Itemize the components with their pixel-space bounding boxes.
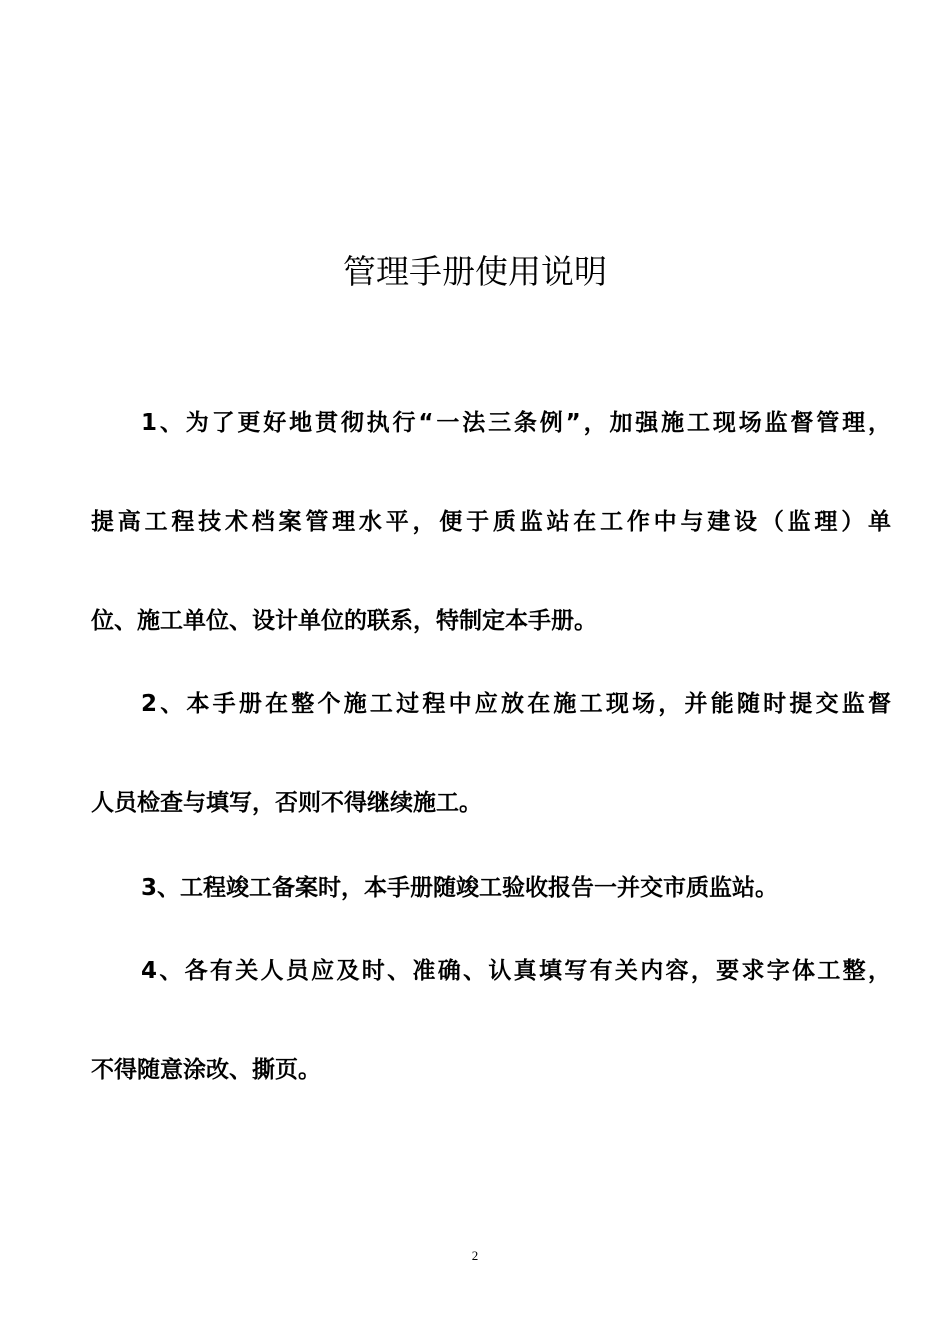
paragraph-1-line-1: 1、为了更好地贯彻执行“一法三条例”，加强施工现场监督管理， [141,410,891,436]
paragraph-4-line-1: 4、各有关人员应及时、准确、认真填写有关内容，要求字体工整， [141,958,891,984]
paragraph-2-line-1: 2、本手册在整个施工过程中应放在施工现场，并能随时提交监督 [141,691,891,717]
paragraph-2-line-2: 人员检查与填写，否则不得继续施工。 [91,790,482,816]
paragraph-4-line-2: 不得随意涂改、撕页。 [91,1057,321,1083]
paragraph-1-line-2: 提高工程技术档案管理水平，便于质监站在工作中与建设（监理）单 [91,509,891,535]
page-title: 管理手册使用说明 [343,252,607,291]
paragraph-1-line-3: 位、施工单位、设计单位的联系，特制定本手册。 [91,608,597,634]
page-number: 2 [471,1248,479,1263]
paragraph-3-line-1: 3、工程竣工备案时，本手册随竣工验收报告一并交市质监站。 [141,875,779,901]
